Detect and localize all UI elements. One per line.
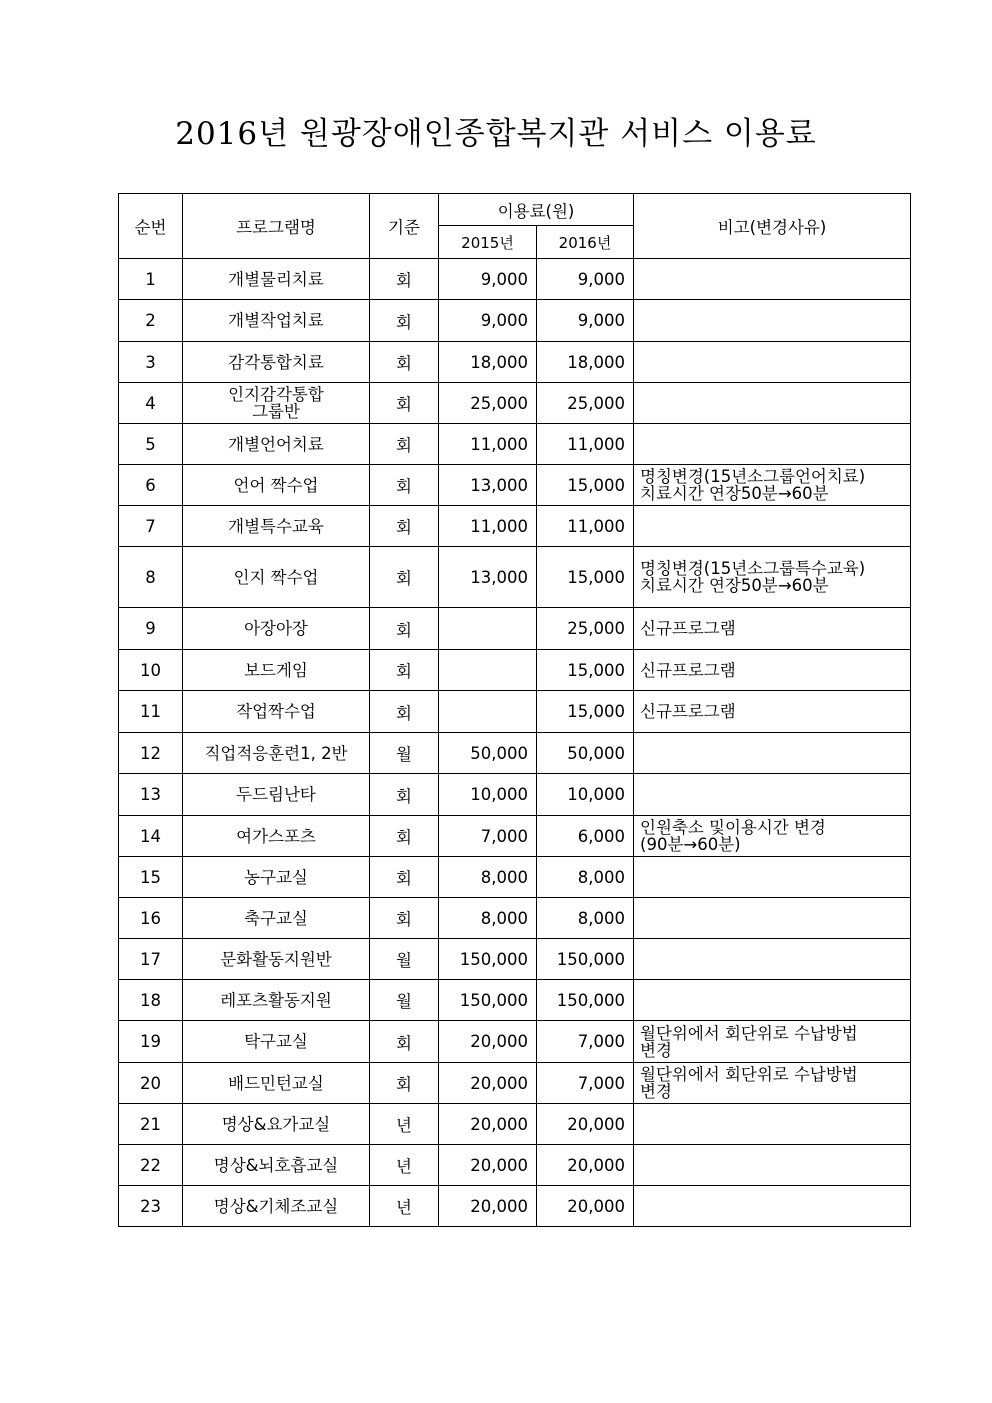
program-name-line: 명상&기체조교실 bbox=[213, 1196, 339, 1216]
note-line: 변경 bbox=[640, 1040, 672, 1060]
note-line: 월단위에서 회단위로 수납방법 bbox=[640, 1023, 858, 1043]
row-program-name bbox=[183, 857, 370, 898]
row-note bbox=[634, 608, 911, 650]
program-name-line: 그룹반 bbox=[252, 402, 300, 421]
table-row bbox=[119, 300, 911, 342]
row-basis: 회 bbox=[370, 383, 439, 424]
row-fee-2015: 10,000 bbox=[439, 774, 537, 816]
note-line: 변경 bbox=[640, 1082, 672, 1101]
row-basis: 회 bbox=[370, 774, 439, 816]
row-basis: 회 bbox=[370, 650, 439, 691]
program-name-line: 개별특수교육 bbox=[228, 516, 324, 536]
row-note bbox=[634, 1186, 911, 1227]
row-fee-2016: 7,000 bbox=[537, 1021, 634, 1063]
row-fee-2016: 25,000 bbox=[537, 383, 634, 424]
row-program-name bbox=[183, 506, 370, 547]
table-row bbox=[119, 259, 911, 300]
note-line: 명칭변경(15년소그룹특수교육) bbox=[640, 559, 866, 578]
row-note bbox=[634, 465, 911, 506]
row-program-name bbox=[183, 547, 370, 608]
row-program-name bbox=[183, 259, 370, 300]
row-basis: 회 bbox=[370, 506, 439, 547]
program-name-line: 레포츠활동지원 bbox=[220, 990, 332, 1010]
row-fee-2016: 10,000 bbox=[537, 774, 634, 816]
row-fee-2016: 11,000 bbox=[537, 506, 634, 547]
row-basis: 년 bbox=[370, 1186, 439, 1227]
row-no: 7 bbox=[119, 506, 183, 547]
program-name-line: 언어 짝수업 bbox=[233, 475, 319, 495]
row-no: 3 bbox=[119, 342, 183, 383]
row-fee-2016: 25,000 bbox=[537, 608, 634, 650]
program-name-line: 개별언어치료 bbox=[228, 434, 324, 454]
program-name-line: 보드게임 bbox=[244, 660, 308, 680]
row-fee-2016: 20,000 bbox=[537, 1186, 634, 1227]
row-fee-2015: 7,000 bbox=[439, 816, 537, 857]
fee-table-body bbox=[119, 259, 911, 1227]
row-note bbox=[634, 342, 911, 383]
row-program-name bbox=[183, 898, 370, 939]
table-row bbox=[119, 342, 911, 383]
table-row bbox=[119, 939, 911, 980]
row-note bbox=[634, 816, 911, 857]
row-no: 19 bbox=[119, 1021, 183, 1063]
row-fee-2015: 20,000 bbox=[439, 1145, 537, 1186]
row-basis: 회 bbox=[370, 424, 439, 465]
row-program-name bbox=[183, 383, 370, 424]
program-name-line: 아장아장 bbox=[244, 619, 308, 638]
row-fee-2016: 15,000 bbox=[537, 650, 634, 691]
header-basis: 기준 bbox=[370, 194, 439, 259]
program-name-line: 명상&뇌호흡교실 bbox=[213, 1155, 339, 1175]
program-name-line: 명상&요가교실 bbox=[221, 1114, 331, 1134]
row-note bbox=[634, 259, 911, 300]
row-program-name bbox=[183, 939, 370, 980]
table-row bbox=[119, 691, 911, 733]
row-no: 14 bbox=[119, 816, 183, 857]
row-fee-2016: 150,000 bbox=[537, 980, 634, 1021]
row-fee-2015: 150,000 bbox=[439, 980, 537, 1021]
row-program-name bbox=[183, 650, 370, 691]
row-fee-2016: 6,000 bbox=[537, 816, 634, 857]
row-fee-2016: 8,000 bbox=[537, 857, 634, 898]
table-row bbox=[119, 816, 911, 857]
row-fee-2016: 8,000 bbox=[537, 898, 634, 939]
program-name-line: 감각통합치료 bbox=[228, 352, 324, 372]
row-fee-2015: 20,000 bbox=[439, 1104, 537, 1145]
note-line: 신규프로그램 bbox=[640, 660, 736, 680]
row-program-name bbox=[183, 980, 370, 1021]
row-fee-2016: 15,000 bbox=[537, 465, 634, 506]
row-note bbox=[634, 774, 911, 816]
row-fee-2015: 9,000 bbox=[439, 300, 537, 342]
row-fee-2015: 20,000 bbox=[439, 1063, 537, 1104]
program-name-line: 배드민턴교실 bbox=[228, 1073, 324, 1093]
note-line: 인원축소 및이용시간 변경 bbox=[640, 818, 826, 837]
row-fee-2015 bbox=[439, 691, 537, 733]
row-no: 13 bbox=[119, 774, 183, 816]
row-basis: 회 bbox=[370, 547, 439, 608]
row-no: 5 bbox=[119, 424, 183, 465]
row-note bbox=[634, 980, 911, 1021]
row-fee-2015: 9,000 bbox=[439, 259, 537, 300]
header-year-2016: 2016년 bbox=[537, 226, 634, 259]
row-note bbox=[634, 691, 911, 733]
row-fee-2016: 18,000 bbox=[537, 342, 634, 383]
row-fee-2015: 11,000 bbox=[439, 424, 537, 465]
row-basis: 월 bbox=[370, 939, 439, 980]
page-title: 2016년 원광장애인종합복지관 서비스 이용료 bbox=[175, 116, 817, 152]
row-program-name bbox=[183, 816, 370, 857]
note-line: 치료시간 연장50분→60분 bbox=[640, 484, 829, 503]
row-fee-2015: 20,000 bbox=[439, 1186, 537, 1227]
row-fee-2016: 150,000 bbox=[537, 939, 634, 980]
program-name-line: 작업짝수업 bbox=[236, 702, 316, 721]
table-row bbox=[119, 608, 911, 650]
row-fee-2015: 13,000 bbox=[439, 547, 537, 608]
row-no: 21 bbox=[119, 1104, 183, 1145]
row-basis: 회 bbox=[370, 342, 439, 383]
row-fee-2016: 20,000 bbox=[537, 1145, 634, 1186]
row-no: 4 bbox=[119, 383, 183, 424]
row-no: 12 bbox=[119, 733, 183, 774]
program-name-line: 두드림난타 bbox=[236, 785, 316, 804]
row-basis: 회 bbox=[370, 1063, 439, 1104]
row-fee-2016: 9,000 bbox=[537, 300, 634, 342]
row-basis: 년 bbox=[370, 1145, 439, 1186]
row-fee-2016: 15,000 bbox=[537, 691, 634, 733]
table-row bbox=[119, 650, 911, 691]
note-line: 월단위에서 회단위로 수납방법 bbox=[640, 1065, 858, 1084]
row-fee-2015: 25,000 bbox=[439, 383, 537, 424]
row-basis: 회 bbox=[370, 465, 439, 506]
row-note bbox=[634, 898, 911, 939]
fee-table-header bbox=[119, 194, 911, 259]
note-line: 명칭변경(15년소그룹언어치료) bbox=[640, 467, 866, 486]
row-basis: 년 bbox=[370, 1104, 439, 1145]
row-program-name bbox=[183, 774, 370, 816]
row-basis: 회 bbox=[370, 259, 439, 300]
row-no: 10 bbox=[119, 650, 183, 691]
program-name-line: 개별작업치료 bbox=[228, 311, 324, 330]
table-row bbox=[119, 547, 911, 608]
row-no: 11 bbox=[119, 691, 183, 733]
row-note bbox=[634, 1063, 911, 1104]
program-name-line: 직업적응훈련1, 2반 bbox=[204, 743, 348, 763]
row-note bbox=[634, 650, 911, 691]
row-program-name bbox=[183, 1186, 370, 1227]
row-note bbox=[634, 1104, 911, 1145]
row-basis: 회 bbox=[370, 300, 439, 342]
row-no: 2 bbox=[119, 300, 183, 342]
row-note bbox=[634, 300, 911, 342]
row-fee-2015 bbox=[439, 608, 537, 650]
header-program: 프로그램명 bbox=[183, 194, 370, 259]
row-basis: 회 bbox=[370, 1021, 439, 1063]
program-name-line: 인지 짝수업 bbox=[233, 567, 319, 587]
row-note bbox=[634, 424, 911, 465]
row-note bbox=[634, 733, 911, 774]
row-fee-2015: 11,000 bbox=[439, 506, 537, 547]
row-no: 17 bbox=[119, 939, 183, 980]
row-basis: 회 bbox=[370, 691, 439, 733]
row-fee-2016: 7,000 bbox=[537, 1063, 634, 1104]
table-row bbox=[119, 1145, 911, 1186]
table-row bbox=[119, 506, 911, 547]
row-basis: 회 bbox=[370, 898, 439, 939]
row-fee-2016: 20,000 bbox=[537, 1104, 634, 1145]
program-name-line: 농구교실 bbox=[244, 867, 308, 887]
header-note: 비고(변경사유) bbox=[634, 194, 911, 259]
program-name-line: 인지감각통합 bbox=[228, 385, 324, 404]
header-year-2015: 2015년 bbox=[439, 226, 537, 259]
row-fee-2015: 150,000 bbox=[439, 939, 537, 980]
row-no: 9 bbox=[119, 608, 183, 650]
row-fee-2016: 9,000 bbox=[537, 259, 634, 300]
program-name-line: 탁구교실 bbox=[244, 1032, 308, 1051]
table-row bbox=[119, 1063, 911, 1104]
row-note bbox=[634, 857, 911, 898]
row-fee-2016: 11,000 bbox=[537, 424, 634, 465]
row-note bbox=[634, 939, 911, 980]
row-program-name bbox=[183, 1021, 370, 1063]
table-row bbox=[119, 774, 911, 816]
row-program-name bbox=[183, 608, 370, 650]
table-row bbox=[119, 857, 911, 898]
fee-table bbox=[118, 193, 911, 1227]
row-no: 15 bbox=[119, 857, 183, 898]
row-fee-2015 bbox=[439, 650, 537, 691]
row-basis: 월 bbox=[370, 980, 439, 1021]
table-row bbox=[119, 383, 911, 424]
row-program-name bbox=[183, 465, 370, 506]
row-no: 23 bbox=[119, 1186, 183, 1227]
row-no: 6 bbox=[119, 465, 183, 506]
row-program-name bbox=[183, 733, 370, 774]
row-note bbox=[634, 506, 911, 547]
table-row bbox=[119, 1021, 911, 1063]
header-fee: 이용료(원) bbox=[439, 194, 634, 226]
program-name-line: 여가스포츠 bbox=[236, 826, 316, 846]
row-note bbox=[634, 1021, 911, 1063]
row-program-name bbox=[183, 424, 370, 465]
row-note bbox=[634, 383, 911, 424]
row-program-name bbox=[183, 342, 370, 383]
note-line: 신규프로그램 bbox=[640, 702, 736, 721]
row-fee-2015: 8,000 bbox=[439, 857, 537, 898]
program-name-line: 개별물리치료 bbox=[228, 269, 324, 289]
row-program-name bbox=[183, 691, 370, 733]
row-fee-2015: 13,000 bbox=[439, 465, 537, 506]
row-fee-2015: 20,000 bbox=[439, 1021, 537, 1063]
table-row bbox=[119, 1104, 911, 1145]
table-row bbox=[119, 980, 911, 1021]
note-line: (90분→60분) bbox=[640, 835, 741, 854]
header-no: 순번 bbox=[119, 194, 183, 259]
row-program-name bbox=[183, 1063, 370, 1104]
row-basis: 회 bbox=[370, 816, 439, 857]
row-no: 1 bbox=[119, 259, 183, 300]
row-no: 18 bbox=[119, 980, 183, 1021]
row-fee-2016: 50,000 bbox=[537, 733, 634, 774]
row-note bbox=[634, 1145, 911, 1186]
note-line: 치료시간 연장50분→60분 bbox=[640, 576, 829, 595]
row-program-name bbox=[183, 1145, 370, 1186]
table-row bbox=[119, 898, 911, 939]
row-no: 16 bbox=[119, 898, 183, 939]
table-row bbox=[119, 424, 911, 465]
row-fee-2015: 50,000 bbox=[439, 733, 537, 774]
row-no: 8 bbox=[119, 547, 183, 608]
row-no: 22 bbox=[119, 1145, 183, 1186]
row-basis: 회 bbox=[370, 608, 439, 650]
note-line: 신규프로그램 bbox=[640, 619, 736, 638]
row-note bbox=[634, 547, 911, 608]
row-program-name bbox=[183, 1104, 370, 1145]
table-row bbox=[119, 465, 911, 506]
program-name-line: 문화활동지원반 bbox=[220, 949, 332, 969]
row-fee-2016: 15,000 bbox=[537, 547, 634, 608]
row-basis: 회 bbox=[370, 857, 439, 898]
row-fee-2015: 8,000 bbox=[439, 898, 537, 939]
table-row bbox=[119, 733, 911, 774]
program-name-line: 축구교실 bbox=[244, 908, 308, 928]
row-basis: 월 bbox=[370, 733, 439, 774]
row-program-name bbox=[183, 300, 370, 342]
row-no: 20 bbox=[119, 1063, 183, 1104]
table-row bbox=[119, 1186, 911, 1227]
row-fee-2015: 18,000 bbox=[439, 342, 537, 383]
